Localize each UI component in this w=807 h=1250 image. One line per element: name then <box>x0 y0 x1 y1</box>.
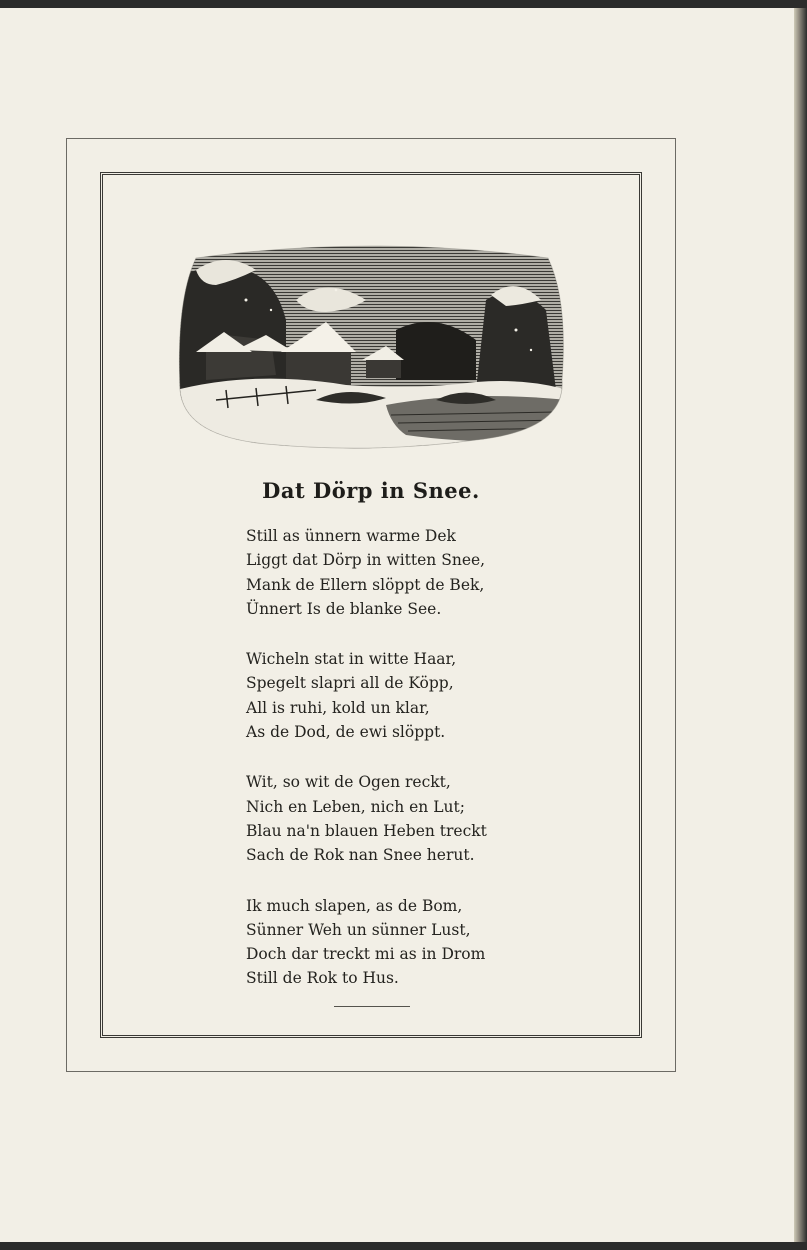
poem-line: Wicheln stat in witte Haar, <box>246 650 457 669</box>
poem-body <box>246 524 586 1017</box>
stanza <box>246 647 586 744</box>
poem-line: Still as ünnern warme Dek <box>246 527 456 545</box>
poem-line: Nich en Leben, nich en Lut; <box>246 797 465 816</box>
poem-line: Wit, so wit de Ogen reckt, <box>246 773 451 792</box>
stanza <box>246 894 586 991</box>
poem-line: Ünnert Is de blanke See. <box>246 599 442 618</box>
poem-line: All is ruhi, kold un klar, <box>246 698 430 717</box>
stanza <box>246 524 586 621</box>
snowy-village-vignette-icon <box>176 240 568 452</box>
page-edge-shadow <box>794 8 807 1242</box>
poem-line: Ik much slapen, as de Bom, <box>246 896 463 915</box>
poem-line: Mank de Ellern slöppt de Bek, <box>246 575 485 594</box>
poem-line: Spegelt slapri all de Köpp, <box>246 674 454 693</box>
poem-line: Blau na'n blauen Heben treckt <box>246 821 487 840</box>
poem-line: Sach de Rok nan Snee herut. <box>246 846 475 865</box>
closing-rule <box>334 1006 410 1007</box>
stanza <box>246 770 586 867</box>
poem-line: Doch dar treckt mi as in Drom <box>246 945 486 964</box>
poem-line: As de Dod, de ewi slöppt. <box>246 723 446 742</box>
poem-line: Still de Rok to Hus. <box>246 969 399 988</box>
poem-line: Sünner Weh un sünner Lust, <box>246 920 471 939</box>
poem-line: Liggt dat Dörp in witten Snee, <box>246 551 486 570</box>
poem-title: Dat Dörp in Snee. <box>262 478 480 503</box>
